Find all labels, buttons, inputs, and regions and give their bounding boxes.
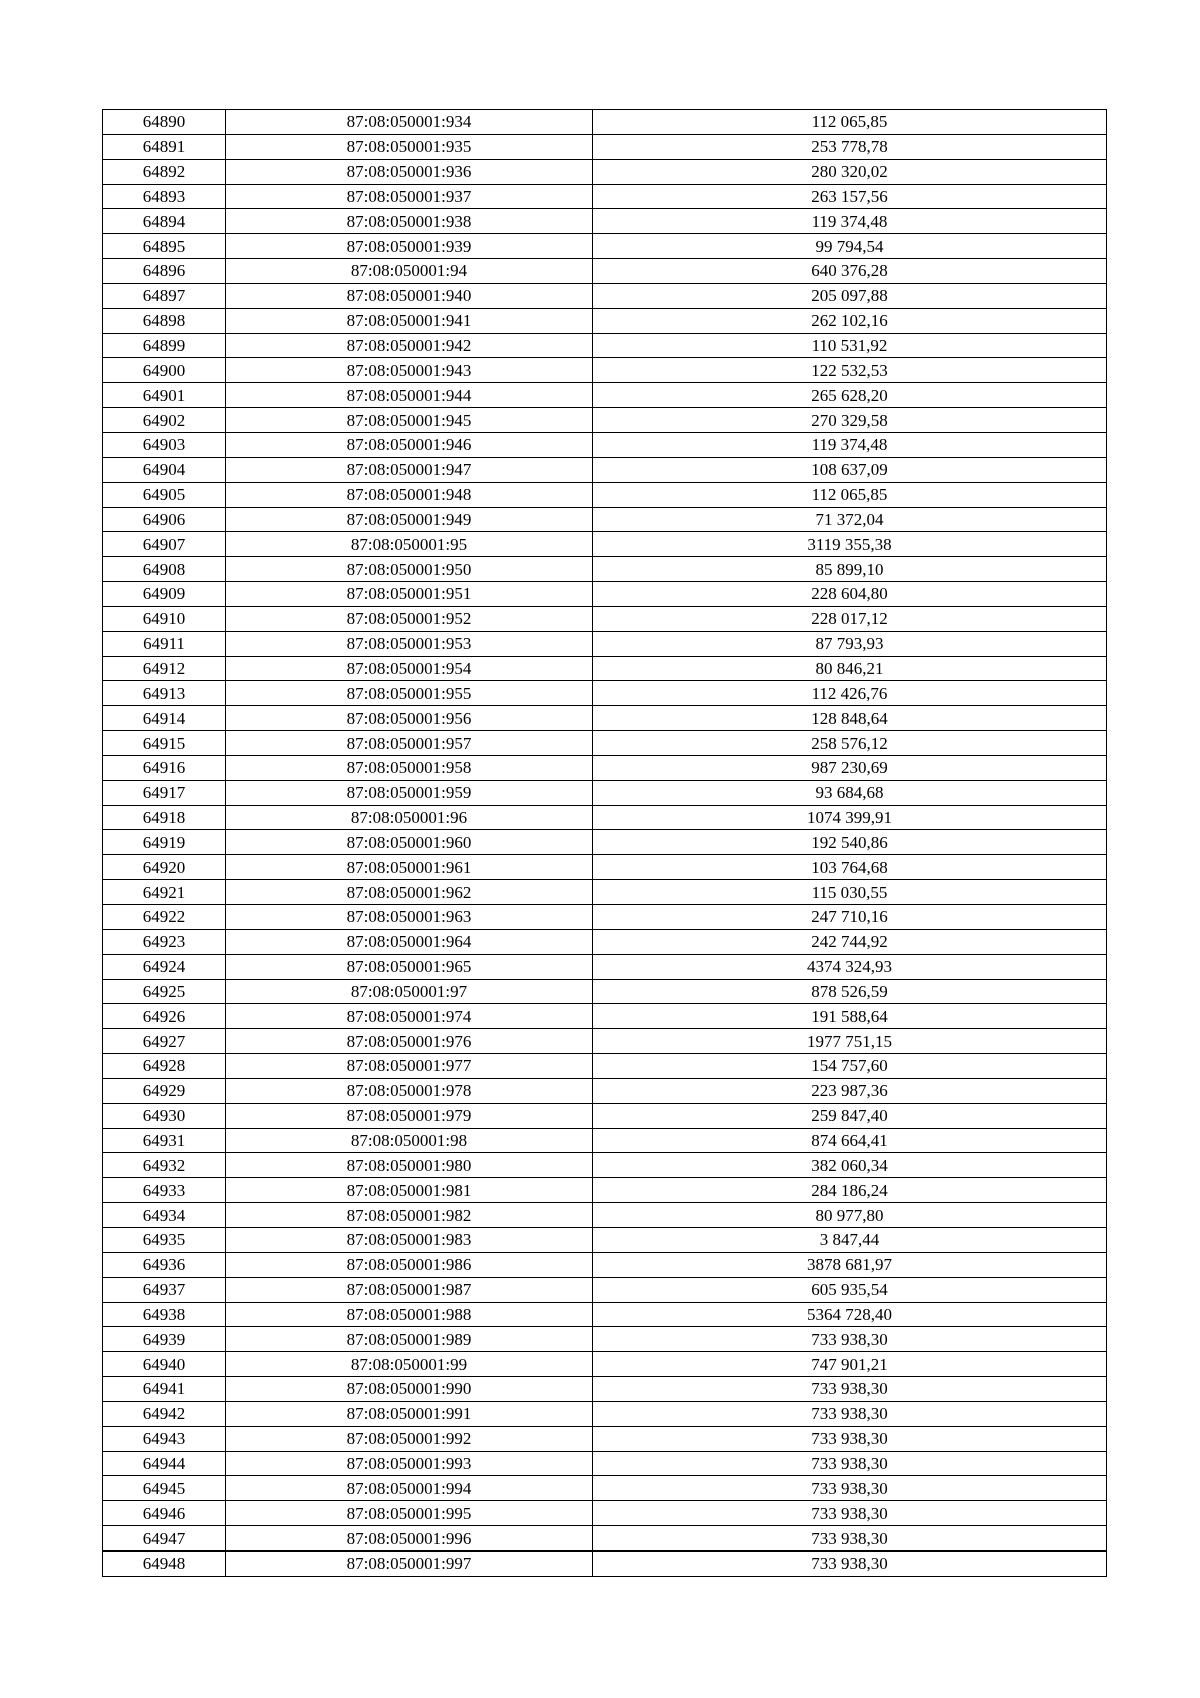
cadastral-number-cell: 87:08:050001:944 (226, 383, 593, 408)
row-number-cell: 64924 (103, 954, 226, 979)
row-number-cell: 64931 (103, 1128, 226, 1153)
cadastral-value-cell: 733 938,30 (593, 1451, 1107, 1476)
cadastral-number-cell: 87:08:050001:956 (226, 706, 593, 731)
cadastral-value-cell: 191 588,64 (593, 1004, 1107, 1029)
table-row (103, 1401, 1107, 1426)
table-row (103, 830, 1107, 855)
row-number-cell: 64943 (103, 1426, 226, 1451)
cadastral-value-cell: 280 320,02 (593, 159, 1107, 184)
cadastral-value-cell: 112 065,85 (593, 110, 1107, 135)
cadastral-value-cell: 110 531,92 (593, 333, 1107, 358)
table-row (103, 234, 1107, 259)
cadastral-value-cell: 80 846,21 (593, 656, 1107, 681)
cadastral-value-cell: 733 938,30 (593, 1501, 1107, 1526)
row-number-cell: 64911 (103, 631, 226, 656)
row-number-cell: 64919 (103, 830, 226, 855)
table-row (103, 457, 1107, 482)
table-row (103, 929, 1107, 954)
row-number-cell: 64945 (103, 1476, 226, 1501)
table-row (103, 1004, 1107, 1029)
cadastral-value-cell: 3878 681,97 (593, 1252, 1107, 1277)
cadastral-number-cell: 87:08:050001:960 (226, 830, 593, 855)
cadastral-value-cell: 228 017,12 (593, 606, 1107, 631)
cadastral-value-cell: 119 374,48 (593, 209, 1107, 234)
row-number-cell: 64907 (103, 532, 226, 557)
cadastral-number-cell: 87:08:050001:963 (226, 905, 593, 930)
cadastral-number-cell: 87:08:050001:950 (226, 557, 593, 582)
row-number-cell: 64930 (103, 1103, 226, 1128)
table-row (103, 159, 1107, 184)
table-row (103, 1252, 1107, 1277)
cadastral-value-cell: 80 977,80 (593, 1203, 1107, 1228)
cadastral-number-cell: 87:08:050001:941 (226, 308, 593, 333)
row-number-cell: 64915 (103, 731, 226, 756)
row-number-cell: 64892 (103, 159, 226, 184)
table-row (103, 880, 1107, 905)
cadastral-number-cell: 87:08:050001:965 (226, 954, 593, 979)
cadastral-number-cell: 87:08:050001:961 (226, 855, 593, 880)
cadastral-value-cell: 733 938,30 (593, 1476, 1107, 1501)
table-row (103, 432, 1107, 457)
cadastral-value-cell: 3119 355,38 (593, 532, 1107, 557)
cadastral-value-cell: 115 030,55 (593, 880, 1107, 905)
row-number-cell: 64929 (103, 1078, 226, 1103)
row-number-cell: 64944 (103, 1451, 226, 1476)
table-row (103, 631, 1107, 656)
table-row (103, 383, 1107, 408)
cadastral-number-cell: 87:08:050001:981 (226, 1178, 593, 1203)
cadastral-value-cell: 112 426,76 (593, 681, 1107, 706)
cadastral-value-cell: 108 637,09 (593, 457, 1107, 482)
cadastral-number-cell: 87:08:050001:982 (226, 1203, 593, 1228)
cadastral-number-cell: 87:08:050001:99 (226, 1352, 593, 1377)
row-number-cell: 64909 (103, 582, 226, 607)
cadastral-number-cell: 87:08:050001:952 (226, 606, 593, 631)
row-number-cell: 64902 (103, 408, 226, 433)
row-number-cell: 64893 (103, 184, 226, 209)
table-row (103, 1526, 1107, 1551)
table-row (103, 557, 1107, 582)
row-number-cell: 64918 (103, 805, 226, 830)
cadastral-value-cell: 99 794,54 (593, 234, 1107, 259)
table-row (103, 1277, 1107, 1302)
table-row (103, 1476, 1107, 1501)
table-row (103, 308, 1107, 333)
row-number-cell: 64903 (103, 432, 226, 457)
row-number-cell: 64942 (103, 1401, 226, 1426)
cadastral-value-cell: 259 847,40 (593, 1103, 1107, 1128)
row-number-cell: 64917 (103, 780, 226, 805)
row-number-cell: 64904 (103, 457, 226, 482)
table-row (103, 954, 1107, 979)
table-row (103, 1551, 1107, 1576)
table-row (103, 209, 1107, 234)
table-row (103, 1203, 1107, 1228)
cadastral-value-cell: 228 604,80 (593, 582, 1107, 607)
table-row (103, 482, 1107, 507)
table-row (103, 681, 1107, 706)
table-row (103, 1302, 1107, 1327)
cadastral-number-cell: 87:08:050001:980 (226, 1153, 593, 1178)
row-number-cell: 64946 (103, 1501, 226, 1526)
row-number-cell: 64921 (103, 880, 226, 905)
cadastral-number-cell: 87:08:050001:954 (226, 656, 593, 681)
cadastral-number-cell: 87:08:050001:986 (226, 1252, 593, 1277)
table-row (103, 1501, 1107, 1526)
table-row (103, 1054, 1107, 1079)
row-number-cell: 64908 (103, 557, 226, 582)
cadastral-number-cell: 87:08:050001:964 (226, 929, 593, 954)
row-number-cell: 64896 (103, 259, 226, 284)
row-number-cell: 64934 (103, 1203, 226, 1228)
row-number-cell: 64939 (103, 1327, 226, 1352)
cadastral-value-cell: 733 938,30 (593, 1426, 1107, 1451)
table-row (103, 1426, 1107, 1451)
cadastral-number-cell: 87:08:050001:993 (226, 1451, 593, 1476)
cadastral-value-cell: 154 757,60 (593, 1054, 1107, 1079)
row-number-cell: 64927 (103, 1029, 226, 1054)
row-number-cell: 64923 (103, 929, 226, 954)
row-number-cell: 64905 (103, 482, 226, 507)
row-number-cell: 64895 (103, 234, 226, 259)
cadastral-value-cell: 874 664,41 (593, 1128, 1107, 1153)
table-row (103, 582, 1107, 607)
cadastral-number-cell: 87:08:050001:943 (226, 358, 593, 383)
cadastral-number-cell: 87:08:050001:996 (226, 1526, 593, 1551)
row-number-cell: 64900 (103, 358, 226, 383)
cadastral-number-cell: 87:08:050001:945 (226, 408, 593, 433)
cadastral-value-cell: 93 684,68 (593, 780, 1107, 805)
row-number-cell: 64913 (103, 681, 226, 706)
cadastral-number-cell: 87:08:050001:948 (226, 482, 593, 507)
row-number-cell: 64912 (103, 656, 226, 681)
cadastral-value-cell: 1074 399,91 (593, 805, 1107, 830)
row-number-cell: 64899 (103, 333, 226, 358)
cadastral-number-cell: 87:08:050001:989 (226, 1327, 593, 1352)
table-row (103, 780, 1107, 805)
row-number-cell: 64898 (103, 308, 226, 333)
cadastral-number-cell: 87:08:050001:992 (226, 1426, 593, 1451)
table-row (103, 656, 1107, 681)
cadastral-value-cell: 733 938,30 (593, 1526, 1107, 1551)
cadastral-number-cell: 87:08:050001:947 (226, 457, 593, 482)
cadastral-number-cell: 87:08:050001:946 (226, 432, 593, 457)
cadastral-value-cell: 878 526,59 (593, 979, 1107, 1004)
cadastral-value-cell: 85 899,10 (593, 557, 1107, 582)
cadastral-value-cell: 605 935,54 (593, 1277, 1107, 1302)
table-row (103, 507, 1107, 532)
cadastral-value-cell: 112 065,85 (593, 482, 1107, 507)
cadastral-number-cell: 87:08:050001:949 (226, 507, 593, 532)
cadastral-value-cell: 205 097,88 (593, 283, 1107, 308)
row-number-cell: 64937 (103, 1277, 226, 1302)
cadastral-number-cell: 87:08:050001:962 (226, 880, 593, 905)
cadastral-number-cell: 87:08:050001:983 (226, 1227, 593, 1252)
cadastral-value-cell: 71 372,04 (593, 507, 1107, 532)
row-number-cell: 64933 (103, 1178, 226, 1203)
cadastral-value-cell: 122 532,53 (593, 358, 1107, 383)
cadastral-value-cell: 247 710,16 (593, 905, 1107, 930)
cadastral-number-cell: 87:08:050001:939 (226, 234, 593, 259)
row-number-cell: 64948 (103, 1551, 226, 1576)
cadastral-number-cell: 87:08:050001:95 (226, 532, 593, 557)
row-number-cell: 64938 (103, 1302, 226, 1327)
table-row (103, 805, 1107, 830)
cadastral-number-cell: 87:08:050001:940 (226, 283, 593, 308)
row-number-cell: 64936 (103, 1252, 226, 1277)
cadastral-number-cell: 87:08:050001:990 (226, 1377, 593, 1402)
cadastral-value-cell: 263 157,56 (593, 184, 1107, 209)
cadastral-value-cell: 747 901,21 (593, 1352, 1107, 1377)
row-number-cell: 64897 (103, 283, 226, 308)
cadastral-number-cell: 87:08:050001:959 (226, 780, 593, 805)
cadastral-value-cell: 4374 324,93 (593, 954, 1107, 979)
row-number-cell: 64910 (103, 606, 226, 631)
row-number-cell: 64922 (103, 905, 226, 930)
row-number-cell: 64932 (103, 1153, 226, 1178)
cadastral-value-cell: 733 938,30 (593, 1401, 1107, 1426)
table-row (103, 532, 1107, 557)
table-row (103, 1178, 1107, 1203)
cadastral-value-cell: 270 329,58 (593, 408, 1107, 433)
cadastral-number-cell: 87:08:050001:997 (226, 1551, 593, 1576)
cadastral-number-cell: 87:08:050001:955 (226, 681, 593, 706)
table-row (103, 184, 1107, 209)
cadastral-value-cell: 3 847,44 (593, 1227, 1107, 1252)
row-number-cell: 64916 (103, 755, 226, 780)
row-number-cell: 64906 (103, 507, 226, 532)
cadastral-value-table (102, 109, 1107, 1577)
cadastral-number-cell: 87:08:050001:995 (226, 1501, 593, 1526)
row-number-cell: 64920 (103, 855, 226, 880)
cadastral-value-cell: 382 060,34 (593, 1153, 1107, 1178)
cadastral-value-cell: 262 102,16 (593, 308, 1107, 333)
cadastral-number-cell: 87:08:050001:958 (226, 755, 593, 780)
cadastral-number-cell: 87:08:050001:994 (226, 1476, 593, 1501)
table-row (103, 1153, 1107, 1178)
table-row (103, 755, 1107, 780)
row-number-cell: 64890 (103, 110, 226, 135)
cadastral-number-cell: 87:08:050001:942 (226, 333, 593, 358)
cadastral-value-cell: 987 230,69 (593, 755, 1107, 780)
row-number-cell: 64925 (103, 979, 226, 1004)
cadastral-number-cell: 87:08:050001:974 (226, 1004, 593, 1029)
table-row (103, 706, 1107, 731)
table-row (103, 979, 1107, 1004)
cadastral-value-cell: 253 778,78 (593, 134, 1107, 159)
cadastral-number-cell: 87:08:050001:935 (226, 134, 593, 159)
cadastral-number-cell: 87:08:050001:937 (226, 184, 593, 209)
row-number-cell: 64901 (103, 383, 226, 408)
cadastral-value-cell: 223 987,36 (593, 1078, 1107, 1103)
cadastral-number-cell: 87:08:050001:934 (226, 110, 593, 135)
table-row (103, 110, 1107, 135)
cadastral-number-cell: 87:08:050001:96 (226, 805, 593, 830)
cadastral-value-cell: 5364 728,40 (593, 1302, 1107, 1327)
row-number-cell: 64928 (103, 1054, 226, 1079)
table-row (103, 358, 1107, 383)
cadastral-number-cell: 87:08:050001:951 (226, 582, 593, 607)
table-row (103, 1377, 1107, 1402)
cadastral-number-cell: 87:08:050001:953 (226, 631, 593, 656)
table-row (103, 1327, 1107, 1352)
cadastral-number-cell: 87:08:050001:938 (226, 209, 593, 234)
cadastral-value-cell: 284 186,24 (593, 1178, 1107, 1203)
table-row (103, 1451, 1107, 1476)
table-row (103, 855, 1107, 880)
row-number-cell: 64947 (103, 1526, 226, 1551)
table-body (103, 110, 1107, 1577)
cadastral-number-cell: 87:08:050001:957 (226, 731, 593, 756)
cadastral-value-cell: 192 540,86 (593, 830, 1107, 855)
cadastral-value-cell: 640 376,28 (593, 259, 1107, 284)
row-number-cell: 64894 (103, 209, 226, 234)
cadastral-value-cell: 258 576,12 (593, 731, 1107, 756)
table-row (103, 731, 1107, 756)
table-row (103, 1078, 1107, 1103)
row-number-cell: 64941 (103, 1377, 226, 1402)
cadastral-value-cell: 128 848,64 (593, 706, 1107, 731)
row-number-cell: 64926 (103, 1004, 226, 1029)
row-number-cell: 64940 (103, 1352, 226, 1377)
row-number-cell: 64935 (103, 1227, 226, 1252)
cadastral-number-cell: 87:08:050001:987 (226, 1277, 593, 1302)
table-row (103, 408, 1107, 433)
row-number-cell: 64914 (103, 706, 226, 731)
table-row (103, 134, 1107, 159)
table-row (103, 1103, 1107, 1128)
cadastral-number-cell: 87:08:050001:978 (226, 1078, 593, 1103)
cadastral-number-cell: 87:08:050001:936 (226, 159, 593, 184)
cadastral-value-cell: 119 374,48 (593, 432, 1107, 457)
cadastral-value-cell: 103 764,68 (593, 855, 1107, 880)
cadastral-number-cell: 87:08:050001:94 (226, 259, 593, 284)
cadastral-number-cell: 87:08:050001:976 (226, 1029, 593, 1054)
cadastral-value-cell: 242 744,92 (593, 929, 1107, 954)
table-row (103, 1128, 1107, 1153)
cadastral-number-cell: 87:08:050001:979 (226, 1103, 593, 1128)
table-row (103, 1352, 1107, 1377)
table-row (103, 1029, 1107, 1054)
cadastral-value-cell: 265 628,20 (593, 383, 1107, 408)
table-row (103, 1227, 1107, 1252)
cadastral-number-cell: 87:08:050001:991 (226, 1401, 593, 1426)
table-row (103, 905, 1107, 930)
row-number-cell: 64891 (103, 134, 226, 159)
cadastral-value-cell: 733 938,30 (593, 1327, 1107, 1352)
cadastral-value-cell: 87 793,93 (593, 631, 1107, 656)
table-row (103, 259, 1107, 284)
table-row (103, 333, 1107, 358)
cadastral-value-cell: 1977 751,15 (593, 1029, 1107, 1054)
cadastral-number-cell: 87:08:050001:977 (226, 1054, 593, 1079)
cadastral-value-cell: 733 938,30 (593, 1551, 1107, 1576)
cadastral-number-cell: 87:08:050001:98 (226, 1128, 593, 1153)
cadastral-number-cell: 87:08:050001:988 (226, 1302, 593, 1327)
cadastral-number-cell: 87:08:050001:97 (226, 979, 593, 1004)
cadastral-value-cell: 733 938,30 (593, 1377, 1107, 1402)
table-row (103, 606, 1107, 631)
table-row (103, 283, 1107, 308)
